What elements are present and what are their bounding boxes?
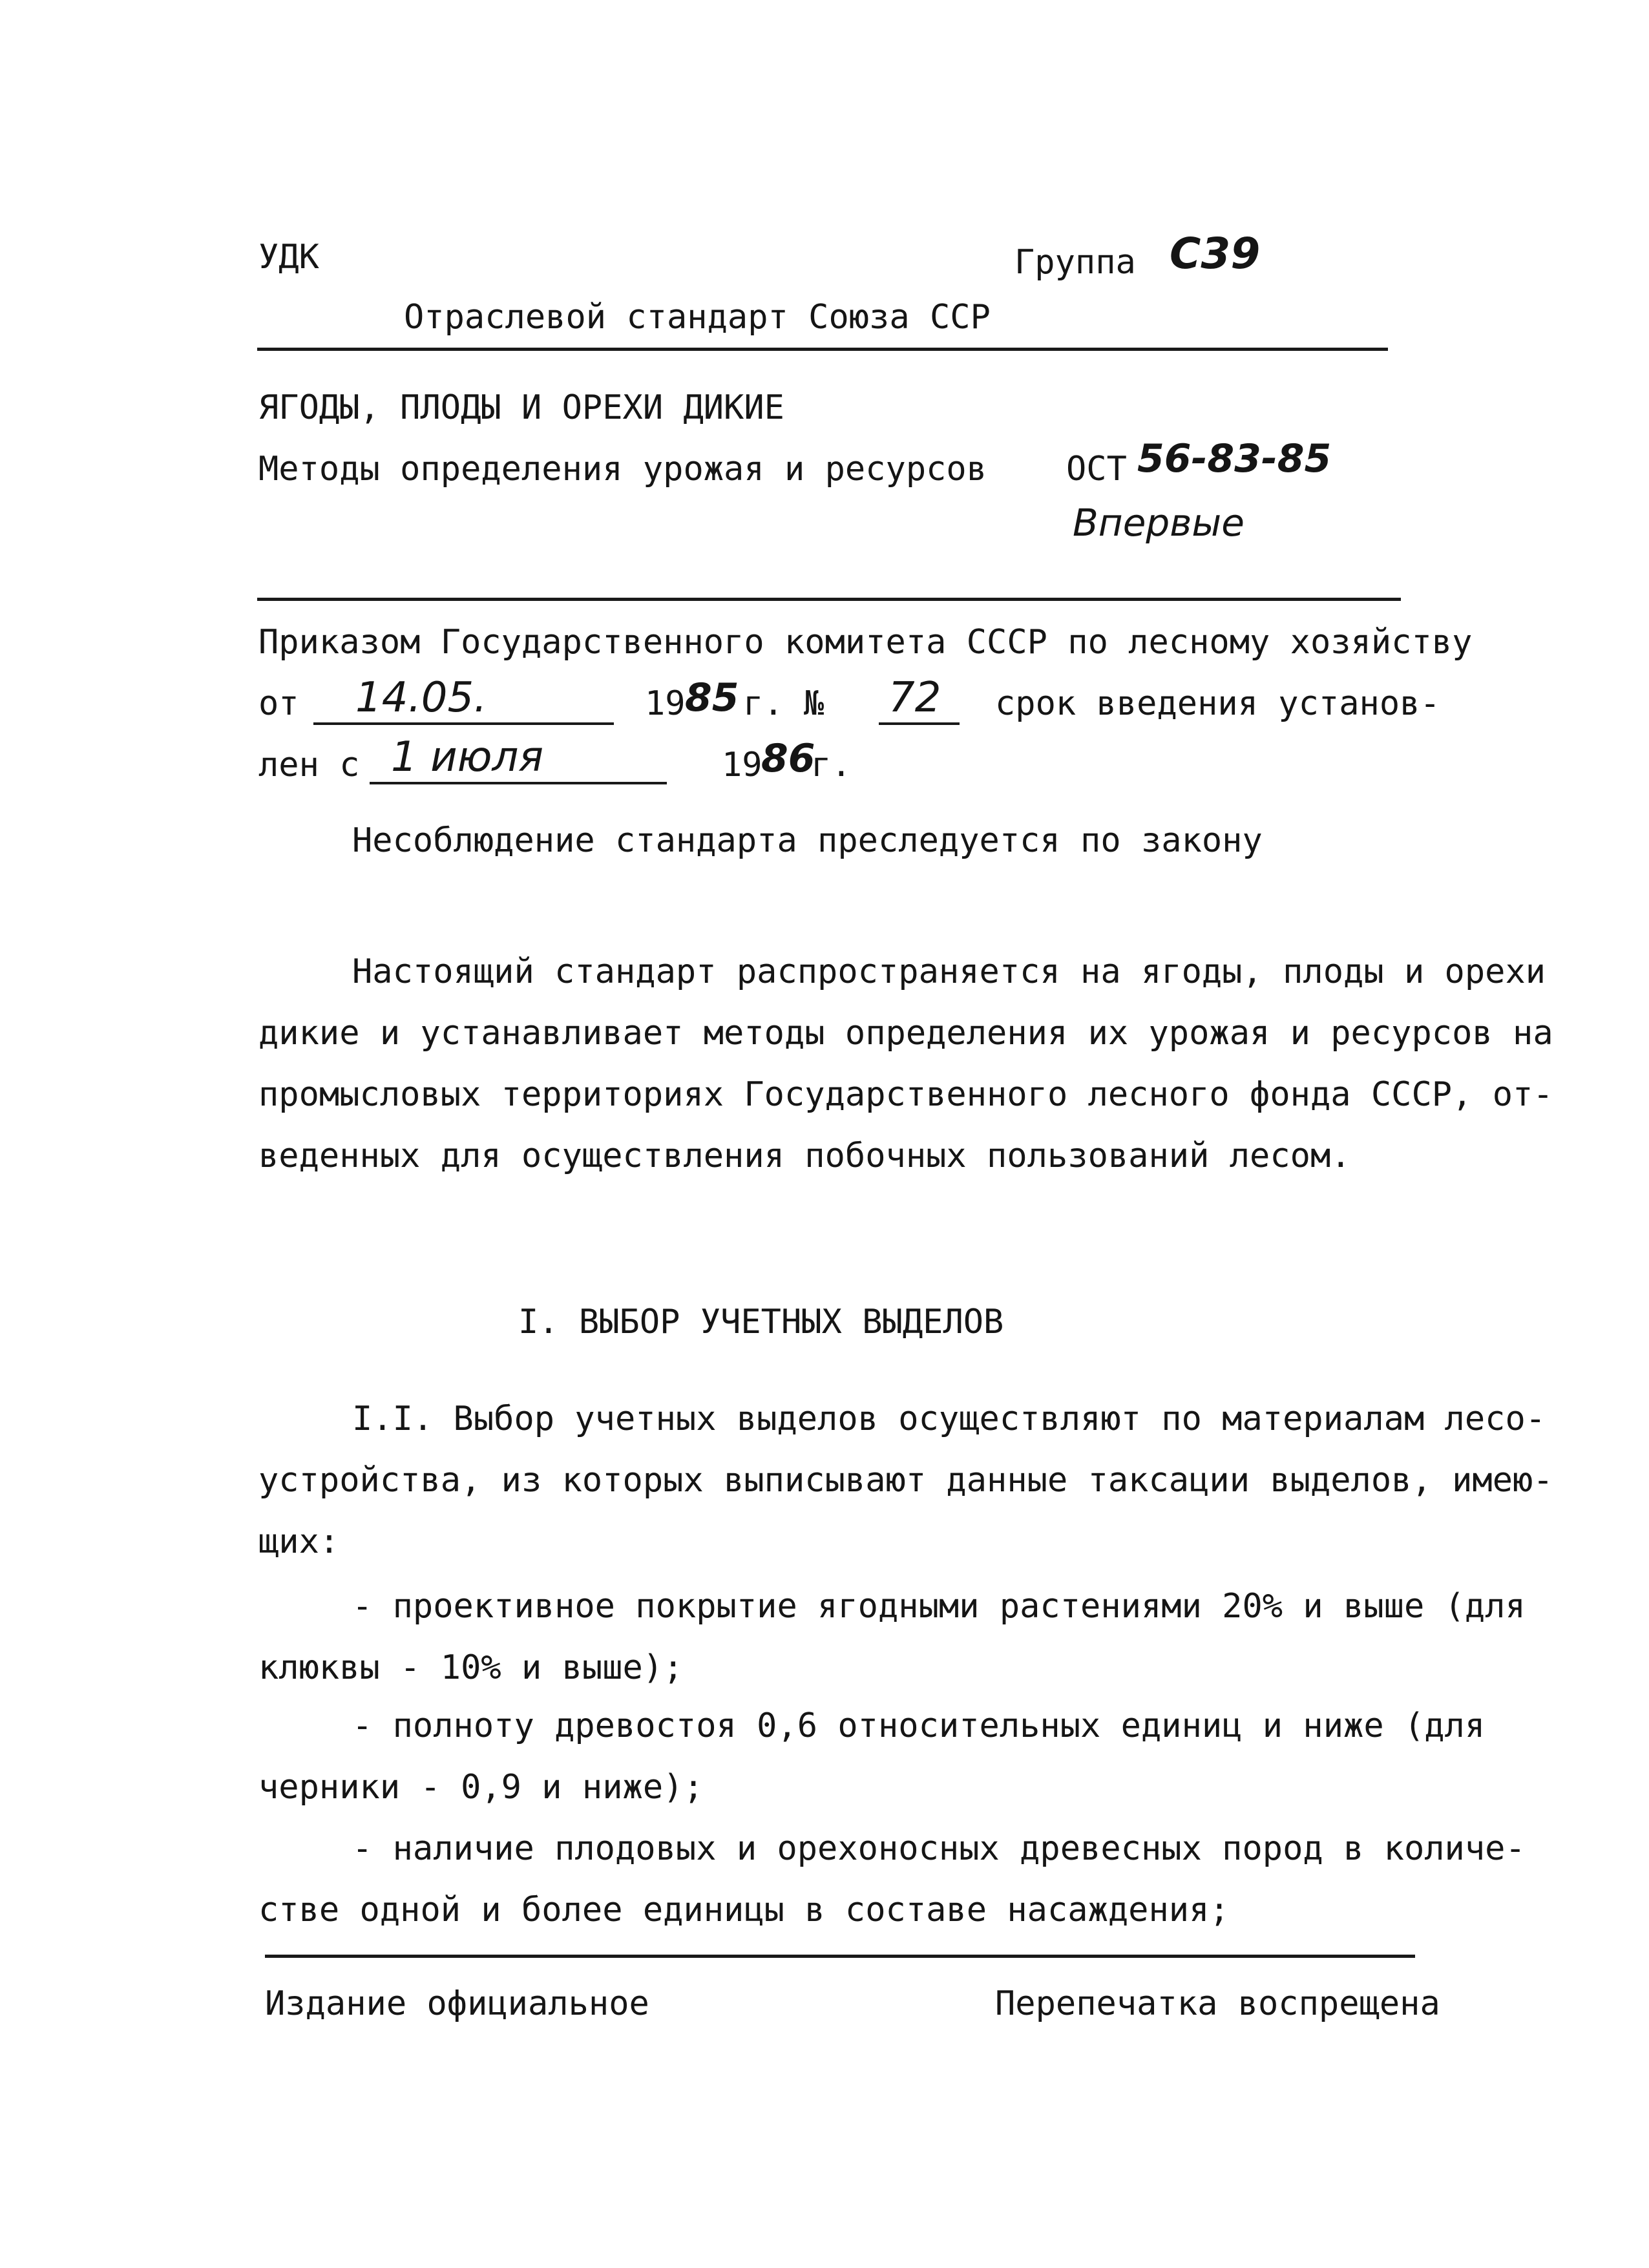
udk-label: УДК	[258, 238, 319, 277]
eff-year-end: г.	[811, 746, 852, 784]
order-year-label: г. №	[743, 684, 824, 723]
order-year-prefix: 19	[645, 684, 686, 723]
effective-date: 1 июля	[391, 733, 543, 781]
title-line2: Методы определения урожая и ресурсов	[258, 450, 987, 488]
first-edition-note: Впервые	[1073, 501, 1245, 545]
list-item-2-line-2: черники - 0,9 и ниже);	[258, 1768, 704, 1807]
standard-type: Отраслевой стандарт Союза ССР	[404, 298, 991, 337]
footer-official-edition: Издание официальное	[265, 1984, 649, 2023]
ost-prefix: ОСТ	[1066, 450, 1127, 488]
order-year-suffix: 85	[685, 675, 739, 720]
section-para-line-2: устройства, из которых выписывают данные таксации выделов, имею-	[258, 1461, 1553, 1500]
list-item-3-line-2: стве одной и более единицы в составе насаждения;	[258, 1891, 1230, 1929]
top-divider	[257, 348, 1388, 351]
title-line1: ЯГОДЫ, ПЛОДЫ И ОРЕХИ ДИКИЕ	[258, 388, 784, 427]
ost-number: 56-83-85	[1137, 436, 1332, 481]
order-line1: Приказом Государственного комитета СССР по лесному хозяйству	[258, 623, 1473, 662]
footer-reprint-prohibited: Перепечатка воспрещена	[995, 1984, 1440, 2023]
list-item-2-line-1: - полноту древостоя 0,6 относительных единиц и ниже (для	[352, 1706, 1486, 1745]
order-date-underline	[313, 722, 614, 725]
effective-date-underline	[370, 782, 667, 784]
intro-line-4: веденных для осуществления побочных пользований лесом.	[258, 1137, 1351, 1175]
order-number-underline	[879, 722, 960, 725]
order-term-text: срок введения установ-	[995, 684, 1440, 723]
order-from-label: от	[258, 684, 299, 723]
section-para-line-3: щих:	[258, 1522, 340, 1561]
order-date: 14.05.	[355, 674, 487, 722]
section-heading: I. ВЫБОР УЧЕТНЫХ ВЫДЕЛОВ	[518, 1303, 1004, 1341]
title-divider	[257, 598, 1401, 601]
group-label: Группа	[1014, 243, 1136, 282]
list-item-1-line-1: - проективное покрытие ягодными растениями 20% и выше (для	[352, 1587, 1526, 1626]
group-code: С39	[1170, 229, 1261, 278]
intro-line-1: Настоящий стандарт распространяется на ягоды, плоды и орехи	[352, 952, 1546, 991]
eff-year-suffix: 86	[761, 736, 815, 781]
intro-line-3: промысловых территориях Государственного лесного фонда СССР, от-	[258, 1075, 1553, 1114]
list-item-1-line-2: клюквы - 10% и выше);	[258, 1648, 684, 1687]
intro-line-2: дикие и устанавливает методы определения их урожая и ресурсов на	[258, 1014, 1553, 1053]
list-item-3-line-1: - наличие плодовых и орехоносных древесных пород в количе-	[352, 1829, 1526, 1868]
order-number: 72	[888, 674, 941, 722]
order-line3-prefix: лен с	[258, 746, 360, 784]
section-para-line-1: I.I. Выбор учетных выделов осуществляют по материалам лесо-	[352, 1400, 1546, 1438]
footer-divider	[265, 1955, 1415, 1958]
eff-year-prefix: 19	[722, 746, 762, 784]
penalty-notice: Несоблюдение стандарта преследуется по закону	[352, 821, 1263, 860]
